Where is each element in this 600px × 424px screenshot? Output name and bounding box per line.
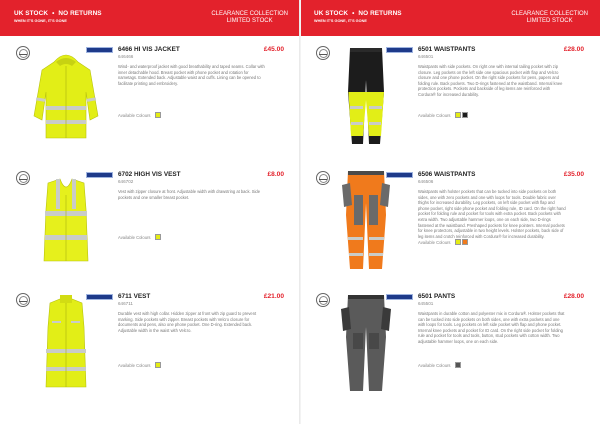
brand-tag-icon	[386, 47, 413, 53]
available-colours-label: Available Colours	[118, 112, 151, 118]
product-price: £28.00	[563, 293, 584, 300]
page-fold	[299, 0, 301, 424]
product-title: 6702 HIGH VIS VEST	[118, 171, 181, 178]
product-card[interactable]	[0, 163, 300, 283]
product-card[interactable]	[300, 285, 600, 405]
colour-swatch[interactable]	[462, 112, 468, 118]
banner-title: UK STOCK	[14, 10, 49, 17]
product-price: £21.00	[263, 293, 284, 300]
product-title: 6506 WAISTPANTS	[418, 171, 476, 178]
banner-subtitle: NO RETURNS	[58, 10, 102, 17]
product-card[interactable]	[300, 38, 600, 158]
product-card[interactable]	[0, 38, 300, 158]
banner-right-text	[511, 11, 588, 25]
product-price: £28.00	[563, 46, 584, 53]
available-colours-label: Available Colours	[418, 362, 451, 368]
left-banner	[0, 0, 300, 36]
available-colours-label: Available Colours	[418, 239, 451, 245]
available-colours	[118, 362, 161, 368]
available-colours-label: Available Colours	[118, 362, 151, 368]
right-page	[300, 0, 600, 424]
banner-separator: •	[52, 10, 55, 17]
banner-title: UK STOCK	[314, 10, 349, 17]
banner-right-line2: LIMITED STOCK	[526, 18, 573, 25]
available-colours	[118, 234, 161, 240]
colour-swatch[interactable]	[455, 112, 461, 118]
product-price: £8.00	[267, 171, 284, 178]
product-code: 646466	[118, 54, 134, 59]
product-price: £45.00	[263, 46, 284, 53]
colour-swatch[interactable]	[462, 239, 468, 245]
banner-right-line2: LIMITED STOCK	[226, 18, 273, 25]
product-image-vest	[26, 165, 106, 275]
brand-tag-icon	[386, 294, 413, 300]
product-code: 646506	[418, 179, 434, 184]
available-colours	[418, 112, 468, 118]
product-code: 646501	[418, 54, 434, 59]
banner-right-line1: CLEARANCE COLLECTION	[211, 11, 288, 17]
brand-tag-icon	[386, 172, 413, 178]
brand-tag-icon	[86, 47, 113, 53]
product-image-padded-vest	[26, 287, 106, 397]
right-banner	[300, 0, 600, 36]
product-card[interactable]	[0, 285, 300, 405]
brand-tag-icon	[86, 172, 113, 178]
colour-swatch[interactable]	[155, 112, 161, 118]
banner-tagline: WHEN IT'S GONE, IT'S GONE	[314, 19, 367, 23]
product-description: Waistpants in durable cotton and polyester mix in Cordura®. Holster pockets that can be tucked into side pockets on both sides, one with extra pockets and one with loops for tools. Leg pockets on left side pocket with flap and phone pocket. Internal knee pockets and pocket for ID card. On the right side pocket for folding rule and pocket for tools and tools, button, stud pockets with cotton width. Two adjustable hammer loops, one on each side.	[418, 311, 565, 344]
banner-right-text	[211, 11, 288, 25]
available-colours	[118, 112, 161, 118]
product-code: 645501	[418, 301, 434, 306]
product-image-waistpants-yellow	[326, 40, 406, 150]
colour-swatch[interactable]	[155, 362, 161, 368]
available-colours-label: Available Colours	[118, 234, 151, 240]
available-colours	[418, 362, 461, 368]
product-title: 6466 HI VIS JACKET	[118, 46, 180, 53]
available-colours-label: Available Colours	[418, 112, 451, 118]
product-description: Wind- and waterproof jacket with good breathability and taped seams. Collar with inner detachable hood. Breast pocket with phone pocket and rotation for nametags. Extended back. Adjustable waist and cuffs. Lining can be opened to facilitate printing and embroidery.	[118, 64, 265, 86]
banner-tagline: WHEN IT'S GONE, IT'S GONE	[14, 19, 67, 23]
product-code: 646711	[118, 301, 133, 306]
product-image-waistpants-orange	[326, 165, 406, 275]
product-image-jacket	[26, 40, 106, 150]
product-description: Durable vest with high collar. Hidden zipper at front with zip guard to prevent marking. Side pockets with zipper. Breast pockets with Velcro closure for documents and pens, also one phone pocket. One D-ring. Extended back. Adjustable width in the waist with Velcro.	[118, 311, 257, 333]
colour-swatch[interactable]	[155, 234, 161, 240]
product-card[interactable]	[300, 163, 600, 283]
banner-separator: •	[352, 10, 355, 17]
banner-right-line1: CLEARANCE COLLECTION	[511, 11, 588, 17]
product-price: £35.00	[563, 171, 584, 178]
product-description: Waistpants with side pockets. On right one with internal tailing pocket with zip closure. Leg pockets on the left side one spacious pocket with flap and Velcro closure and one phone pocket. On the right side pockets for pens, papers and folding rule. Back pockets. Two D-rings fastened at the waistband. Internal knee protection pockets. Pockets and backside of leg items are reinforced with Cordura® for increased durability.	[418, 64, 563, 97]
product-code: 646702	[118, 179, 134, 184]
banner-subtitle: NO RETURNS	[358, 10, 402, 17]
product-title: 6501 WAISTPANTS	[418, 46, 476, 53]
colour-swatch[interactable]	[455, 239, 461, 245]
product-description: Waistpants with holster pockets that can be tucked into side pockets on both sides, one with zero pockets and one with loops for tools. Double fabric over thighs for increased durability. Leg pockets, on left side pocket with flap and phone pocket, right side phone pocket and folding rule, ID card. On the right hand pocket for folding rule and pocket for tools with extra pocket. Back pockets with extra width. Two adjustable hammer loops, one on each side, two D-rings fastened at the waistband. Preshaped pockets for knee pointers. Internal pockets for knee protectors, adjustable in two height levels. Holster pockets, back side of leg items and crotch reinforced with Cordura® for increased durability.	[418, 189, 566, 239]
product-description: Vest with zipper closure at front. Adjustable width with drawstring at back. Side pockets and one smaller breast pocket.	[118, 189, 260, 200]
brand-tag-icon	[86, 294, 113, 300]
product-image-pants-grey	[326, 287, 406, 397]
available-colours	[418, 239, 468, 245]
product-title: 6501 PANTS	[418, 293, 456, 300]
colour-swatch[interactable]	[455, 362, 461, 368]
product-title: 6711 VEST	[118, 293, 151, 300]
banner-left-text	[314, 10, 402, 23]
banner-left-text	[14, 10, 102, 23]
